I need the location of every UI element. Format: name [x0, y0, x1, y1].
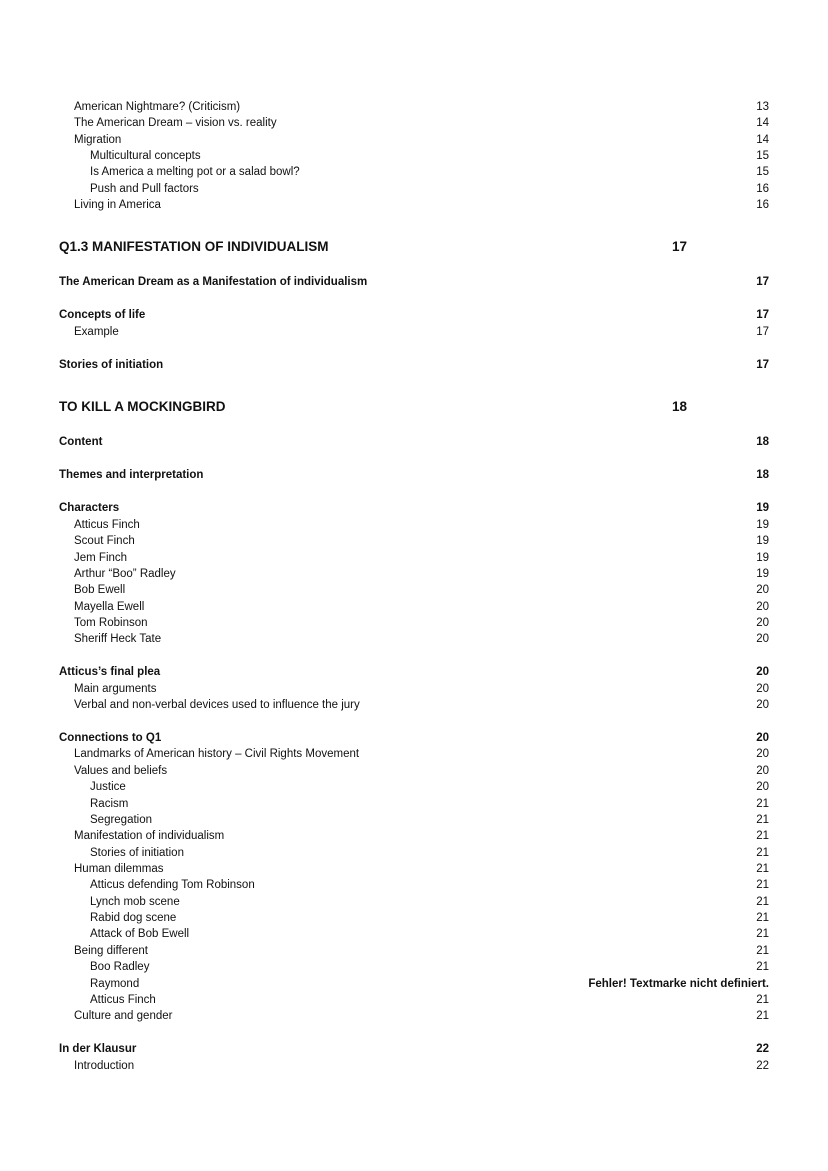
toc-entry-page: 20	[756, 584, 769, 596]
toc-entry-title: Attack of Bob Ewell	[90, 928, 190, 940]
toc-entry-title: Characters	[59, 502, 120, 514]
toc-entry[interactable]	[0, 845, 828, 862]
toc-entry-page: 17	[756, 309, 769, 321]
toc-entry-page: 20	[756, 601, 769, 613]
toc-entry-page: 14	[756, 117, 769, 129]
toc-entry[interactable]	[0, 861, 828, 878]
toc-entry-title: Verbal and non-verbal devices used to influence the jury	[74, 699, 360, 711]
toc-entry[interactable]	[0, 357, 828, 374]
toc-entry[interactable]	[0, 926, 828, 943]
toc-entry-page: 21	[756, 798, 769, 810]
toc-entry-page: 20	[756, 617, 769, 629]
toc-entry-title: Raymond	[90, 978, 140, 990]
toc-entry-page: 21	[756, 994, 769, 1006]
toc-entry[interactable]	[0, 181, 828, 198]
toc-entry-page: 21	[756, 912, 769, 924]
toc-entry-page: 18	[672, 399, 688, 414]
toc-entry-page: 21	[756, 896, 769, 908]
toc-entry[interactable]	[0, 533, 828, 550]
toc-heading[interactable]	[0, 398, 828, 415]
toc-entry-title: Landmarks of American history – Civil Rights Movement	[74, 748, 360, 760]
toc-entry-title: Racism	[90, 798, 129, 810]
toc-entry-title: Concepts of life	[59, 309, 146, 321]
toc-entry[interactable]	[0, 582, 828, 599]
toc-entry-title: The American Dream – vision vs. reality	[74, 117, 277, 129]
toc-entry[interactable]	[0, 877, 828, 894]
toc-entry[interactable]	[0, 566, 828, 583]
toc-entry[interactable]	[0, 115, 828, 132]
toc-entry-title: Q1.3 MANIFESTATION OF INDIVIDUALISM	[59, 239, 329, 254]
toc-entry-title: Atticus’s final plea	[59, 666, 161, 678]
toc-entry-page: 13	[756, 101, 769, 113]
toc-entry-page: 21	[756, 945, 769, 957]
toc-entry-page: 16	[756, 199, 769, 211]
toc-entry[interactable]	[0, 959, 828, 976]
toc-entry-title: Lynch mob scene	[90, 896, 180, 908]
toc-entry-page: 19	[756, 535, 769, 547]
toc-entry-page: 20	[756, 699, 769, 711]
toc-entry-page: 20	[756, 765, 769, 777]
toc-entry[interactable]	[0, 307, 828, 324]
toc-entry-page: 21	[756, 830, 769, 842]
toc-entry[interactable]	[0, 746, 828, 763]
toc-entry[interactable]	[0, 910, 828, 927]
toc-entry-title: Human dilemmas	[74, 863, 164, 875]
toc-entry[interactable]	[0, 697, 828, 714]
toc-entry[interactable]	[0, 164, 828, 181]
toc-entry[interactable]	[0, 992, 828, 1009]
toc-entry-page: 18	[756, 469, 769, 481]
toc-entry-page: 19	[756, 519, 769, 531]
toc-entry-page: 19	[756, 568, 769, 580]
toc-entry-title: In der Klausur	[59, 1043, 137, 1055]
toc-entry-title: Tom Robinson	[74, 617, 148, 629]
toc-entry[interactable]	[0, 681, 828, 698]
toc-entry-title: Manifestation of individualism	[74, 830, 225, 842]
toc-entry[interactable]	[0, 324, 828, 341]
toc-entry-page: 22	[756, 1043, 769, 1055]
toc-entry-page: 14	[756, 134, 769, 146]
toc-entry-title: Sheriff Heck Tate	[74, 633, 162, 645]
toc-entry-page: 21	[756, 928, 769, 940]
toc-entry[interactable]	[0, 828, 828, 845]
toc-entry-title: Boo Radley	[90, 961, 150, 973]
toc-entry[interactable]	[0, 517, 828, 534]
toc-entry-page: 19	[756, 552, 769, 564]
toc-entry-title: Main arguments	[74, 683, 157, 695]
toc-entry-title: Arthur “Boo” Radley	[74, 568, 176, 580]
toc-entry-page: 17	[756, 359, 769, 371]
toc-entry-title: Atticus defending Tom Robinson	[90, 879, 255, 891]
toc-entry[interactable]	[0, 894, 828, 911]
toc-entry[interactable]	[0, 500, 828, 517]
toc-entry-title: Content	[59, 436, 103, 448]
toc-entry-page: 15	[756, 150, 769, 162]
toc-entry-page: 18	[756, 436, 769, 448]
toc-entry[interactable]	[0, 796, 828, 813]
toc-entry-title: Multicultural concepts	[90, 150, 201, 162]
toc-entry[interactable]	[0, 599, 828, 616]
toc-entry[interactable]	[0, 730, 828, 747]
toc-entry-title: Example	[74, 326, 119, 338]
toc-entry[interactable]	[0, 943, 828, 960]
toc-entry-page: 20	[756, 732, 769, 744]
toc-entry-page: 17	[756, 276, 769, 288]
toc-entry-title: Scout Finch	[74, 535, 135, 547]
toc-entry-page: 21	[756, 879, 769, 891]
toc-entry-title: Stories of initiation	[90, 847, 184, 859]
toc-entry-title: Is America a melting pot or a salad bowl?	[90, 166, 300, 178]
toc-entry-page: 17	[756, 326, 769, 338]
toc-entry-page: 21	[756, 863, 769, 875]
toc-entry-title: Mayella Ewell	[74, 601, 145, 613]
toc-entry-page: 17	[672, 239, 688, 254]
toc-entry-title: Introduction	[74, 1060, 135, 1072]
toc-entry[interactable]	[0, 1058, 828, 1075]
toc-entry[interactable]	[0, 467, 828, 484]
toc-entry-title: Justice	[90, 781, 126, 793]
toc-entry-title: Themes and interpretation	[59, 469, 204, 481]
toc-entry-page: 21	[756, 961, 769, 973]
toc-entry[interactable]	[0, 631, 828, 648]
toc-entry[interactable]	[0, 763, 828, 780]
toc-entry[interactable]	[0, 976, 828, 993]
toc-entry-page: 20	[756, 666, 769, 678]
toc-entry[interactable]	[0, 274, 828, 291]
toc-entry-page: 21	[756, 1010, 769, 1022]
toc-entry-title: Bob Ewell	[74, 584, 126, 596]
toc-entry[interactable]	[0, 1008, 828, 1025]
toc-entry[interactable]	[0, 615, 828, 632]
toc-entry-title: Atticus Finch	[74, 519, 140, 531]
toc-entry[interactable]	[0, 779, 828, 796]
toc-entry-title: Push and Pull factors	[90, 183, 199, 195]
toc-entry-title: Jem Finch	[74, 552, 128, 564]
toc-entry-page: 20	[756, 633, 769, 645]
toc-entry[interactable]	[0, 664, 828, 681]
toc-entry-title: Values and beliefs	[74, 765, 168, 777]
toc-entry-error: Fehler! Textmarke nicht definiert.	[588, 978, 769, 990]
toc-entry-page: 16	[756, 183, 769, 195]
toc-entry-title: Connections to Q1	[59, 732, 162, 744]
toc-entry-page: 21	[756, 847, 769, 859]
toc-entry-page: 15	[756, 166, 769, 178]
toc-entry-title: Living in America	[74, 199, 161, 211]
toc-entry-page: 21	[756, 814, 769, 826]
toc-entry-page: 20	[756, 683, 769, 695]
toc-entry[interactable]	[0, 197, 828, 214]
toc-entry[interactable]	[0, 99, 828, 116]
toc-entry-page: 20	[756, 781, 769, 793]
toc-entry[interactable]	[0, 132, 828, 149]
toc-entry-page: 19	[756, 502, 769, 514]
toc-entry[interactable]	[0, 1041, 828, 1058]
toc-entry-page: 20	[756, 748, 769, 760]
toc-entry[interactable]	[0, 434, 828, 451]
toc-entry-title: The American Dream as a Manifestation of individualism	[59, 276, 368, 288]
toc-entry-title: Rabid dog scene	[90, 912, 177, 924]
toc-entry-title: TO KILL A MOCKINGBIRD	[59, 399, 226, 414]
toc-heading[interactable]	[0, 238, 828, 255]
toc-entry[interactable]	[0, 812, 828, 829]
toc-entry-title: American Nightmare? (Criticism)	[74, 101, 241, 113]
toc-entry[interactable]	[0, 148, 828, 165]
toc-entry-title: Culture and gender	[74, 1010, 173, 1022]
toc-entry-title: Stories of initiation	[59, 359, 164, 371]
toc-entry-title: Atticus Finch	[90, 994, 156, 1006]
toc-entry[interactable]	[0, 550, 828, 567]
toc-entry-title: Migration	[74, 134, 122, 146]
toc-entry-title: Being different	[74, 945, 148, 957]
toc-entry-title: Segregation	[90, 814, 153, 826]
toc-entry-page: 22	[756, 1060, 769, 1072]
